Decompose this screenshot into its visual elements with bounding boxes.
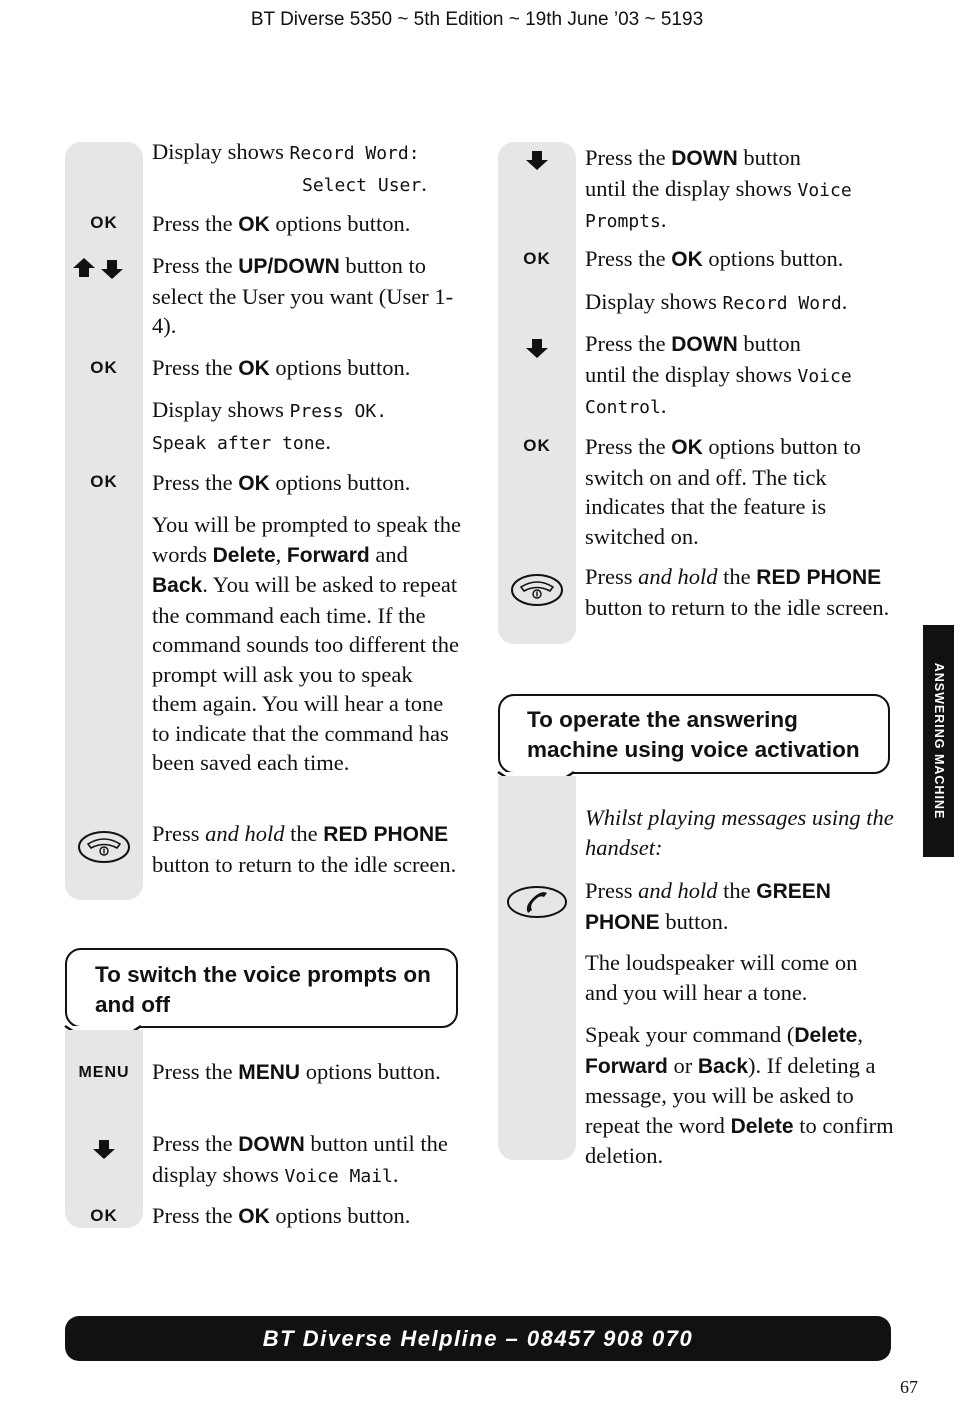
green-phone-icon bbox=[498, 884, 576, 920]
ok-icon: OK bbox=[90, 472, 118, 491]
step-press-ok: Press the OK options button. bbox=[152, 211, 411, 236]
step-press-ok: Press the OK options button. bbox=[152, 470, 411, 495]
step-press-red-phone: Press and hold the RED PHONE button to return to the idle screen. bbox=[585, 564, 890, 620]
helpline-footer: BT Diverse Helpline – 08457 908 070 bbox=[65, 1316, 891, 1361]
ok-icon: OK bbox=[90, 358, 118, 377]
running-header: BT Diverse 5350 ~ 5th Edition ~ 19th June ’03 ~ 5193 bbox=[250, 9, 704, 30]
step-press-red-phone: Press and hold the RED PHONE button to return to the idle screen. bbox=[152, 821, 457, 877]
step-loudspeaker: The loudspeaker will come on and you will hear a tone. bbox=[585, 950, 858, 1005]
step-press-updown: Press the UP/DOWN button to select the User you want (User 1-4). bbox=[152, 253, 454, 338]
step-intro-italic: Whilst playing messages using the handset: bbox=[585, 805, 894, 860]
step-display-record-word: Display shows Record Word. bbox=[585, 289, 848, 314]
side-tab-answering-machine: ANSWERING MACHINE bbox=[923, 625, 954, 857]
up-down-arrow-icon bbox=[65, 256, 143, 282]
step-press-green-phone: Press and hold the GREEN PHONE button. bbox=[585, 878, 831, 934]
ok-icon: OK bbox=[523, 436, 551, 455]
ok-icon: OK bbox=[90, 213, 118, 232]
step-speak-command: Speak your command (Delete, Forward or Back). If deleting a message, you will be asked to repeat the word Delete to confirm deletion. bbox=[585, 1022, 894, 1168]
step-press-ok: Press the OK options button. bbox=[152, 355, 411, 380]
menu-icon: MENU bbox=[78, 1064, 130, 1081]
step-bar bbox=[65, 1030, 143, 1228]
red-phone-icon bbox=[65, 829, 143, 865]
down-arrow-icon bbox=[65, 1138, 143, 1162]
step-bar bbox=[498, 142, 576, 644]
step-press-ok-toggle: Press the OK options button to switch on and off. The tick indicates that the feature is switched on. bbox=[585, 434, 861, 549]
section-title-voice-activation: To operate the answering machine using voice activation bbox=[498, 694, 890, 774]
section-title-voice-prompts: To switch the voice prompts on and off bbox=[65, 948, 458, 1028]
step-press-down: Press the DOWN button until the display shows Voice Control. bbox=[585, 331, 852, 418]
ok-icon: OK bbox=[523, 249, 551, 268]
step-display-record-word: Display shows Record Word: Select User. bbox=[152, 139, 427, 196]
page-number: 67 bbox=[900, 1377, 918, 1397]
ok-icon: OK bbox=[90, 1206, 118, 1225]
step-prompt-instructions: You will be prompted to speak the words Delete, Forward and Back. You will be asked to repeat the command each time. If the command sounds too different the prompt will ask you to speak them again. You will hear a tone to indicate that the command has been saved each time. bbox=[152, 512, 461, 775]
step-display-press-ok: Display shows Press OK. Speak after tone. bbox=[152, 397, 388, 454]
step-press-down: Press the DOWN button until the display shows Voice Prompts. bbox=[585, 145, 852, 232]
red-phone-icon bbox=[498, 572, 576, 608]
step-press-menu: Press the MENU options button. bbox=[152, 1059, 441, 1084]
down-arrow-icon bbox=[498, 149, 576, 173]
step-bar bbox=[498, 776, 576, 1160]
step-press-down: Press the DOWN button until the display shows Voice Mail. bbox=[152, 1131, 448, 1187]
step-press-ok: Press the OK options button. bbox=[585, 246, 844, 271]
down-arrow-icon bbox=[498, 337, 576, 361]
step-press-ok: Press the OK options button. bbox=[152, 1203, 411, 1228]
